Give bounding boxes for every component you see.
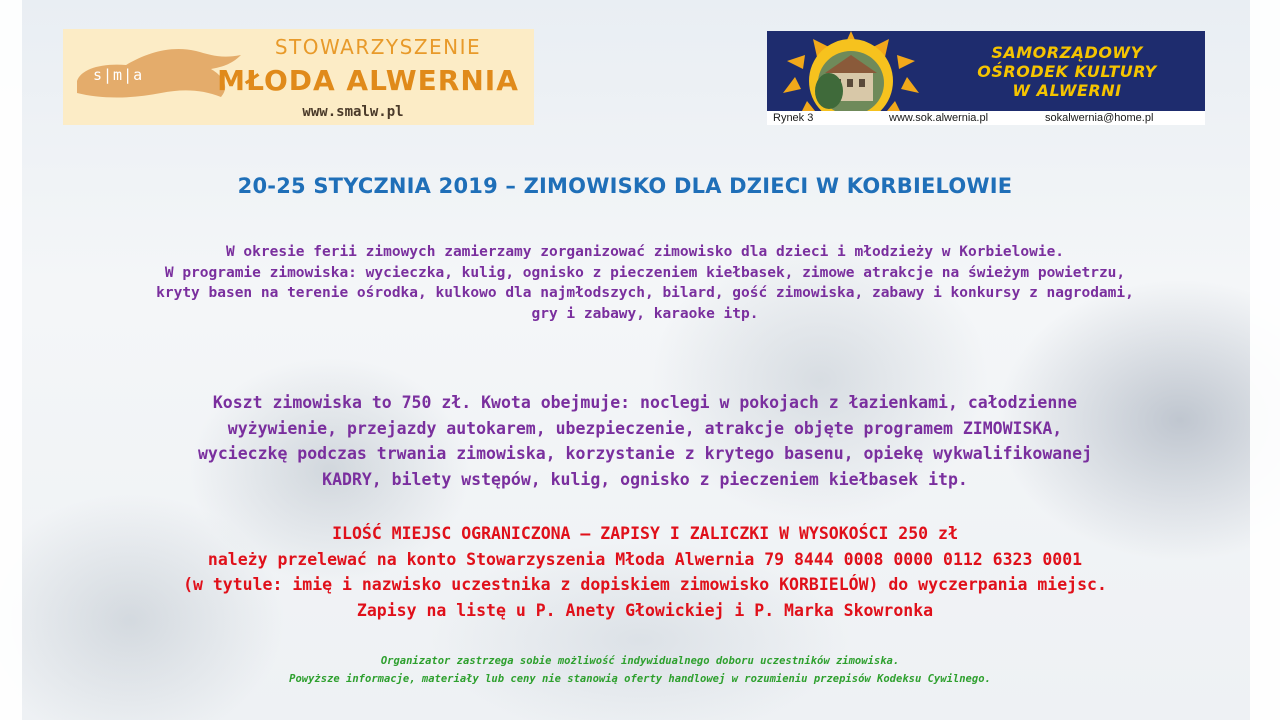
logo-line-name: MŁODA ALWERNIA — [217, 64, 519, 97]
note-line: Organizator zastrzega sobie możliwość indywidualnego doboru uczestników zimowiska. — [380, 655, 900, 667]
note-line: Powyższe informacje, materiały lub ceny nie stanowią oferty handlowej w rozumieniu przepisów Kodeksu Cywilnego. — [289, 673, 991, 685]
cost-line: Koszt zimowiska to 750 zł. Kwota obejmuje: noclegi w pokojach z łazienkami, całodzienne — [212, 393, 1078, 412]
registration-paragraph — [40, 521, 1250, 623]
registration-line: Zapisy na listę u P. Anety Głowickiej i P. Marka Skowronka — [356, 600, 934, 620]
cost-paragraph — [40, 390, 1250, 492]
logo-title: SAMORZĄDOWY OŚRODEK KULTURY W ALWERNI — [977, 43, 1157, 100]
disclaimer-notes — [0, 652, 1280, 688]
registration-line: (w tytule: imię i nazwisko uczestnika z dopiskiem zimowisko KORBIELÓW) do wyczerpania miejsc. — [183, 575, 1107, 594]
logo-mark-text: s|m|a — [93, 66, 144, 84]
background-edge-right — [1250, 0, 1280, 720]
logo-footer — [767, 111, 1205, 125]
intro-line: W okresie ferii zimowych zamierzamy zorganizować zimowisko dla dzieci i młodzieży w Korbielowie. — [225, 244, 1065, 260]
page-title: 20-25 STYCZNIA 2019 – ZIMOWISKO DLA DZIECI W KORBIELOWIE — [237, 174, 1013, 198]
registration-line: należy przelewać na konto Stowarzyszenia Młoda Alwernia 79 8444 0008 0000 0112 6323 0001 — [207, 549, 1083, 569]
intro-paragraph — [40, 242, 1250, 324]
intro-line: kryty basen na terenie ośrodka, kulkowo dla najmłodszych, bilard, gość zimowiska, zabawy i konkursy z nagrodami, — [156, 285, 1134, 301]
logo-osrodek-kultury — [767, 31, 1205, 125]
logo-email[interactable]: sokalwernia@home.pl — [1045, 112, 1154, 124]
registration-line: ILOŚĆ MIEJSC OGRANICZONA – ZAPISY I ZALICZKI W WYSOKOŚCI 250 zł — [332, 524, 958, 543]
logo-website[interactable]: www.sok.alwernia.pl — [889, 112, 989, 124]
logo-address: Rynek 3 — [773, 112, 814, 124]
intro-line: gry i zabawy, karaoke itp. — [531, 305, 759, 322]
cost-line: KADRY, bilety wstępów, kulig, ognisko z pieczeniem kiełbasek itp. — [322, 469, 968, 489]
logo-line-stowarzyszenie: STOWARZYSZENIE — [274, 35, 482, 59]
cost-line: wycieczkę podczas trwania zimowiska, korzystanie z krytego basenu, opiekę wykwalifikowanej — [197, 444, 1093, 463]
logo-url[interactable]: www.smalw.pl — [302, 104, 404, 120]
logo-mloda-alwernia — [63, 29, 534, 125]
background-edge-left — [0, 0, 22, 720]
cost-line: wyżywienie, przejazdy autokarem, ubezpieczenie, atrakcje objęte programem ZIMOWISKA, — [227, 418, 1063, 438]
intro-line: W programie zimowiska: wycieczka, kulig, ognisko z pieczeniem kiełbasek, zimowe atrakcje na świeżym powietrzu, — [164, 264, 1126, 281]
